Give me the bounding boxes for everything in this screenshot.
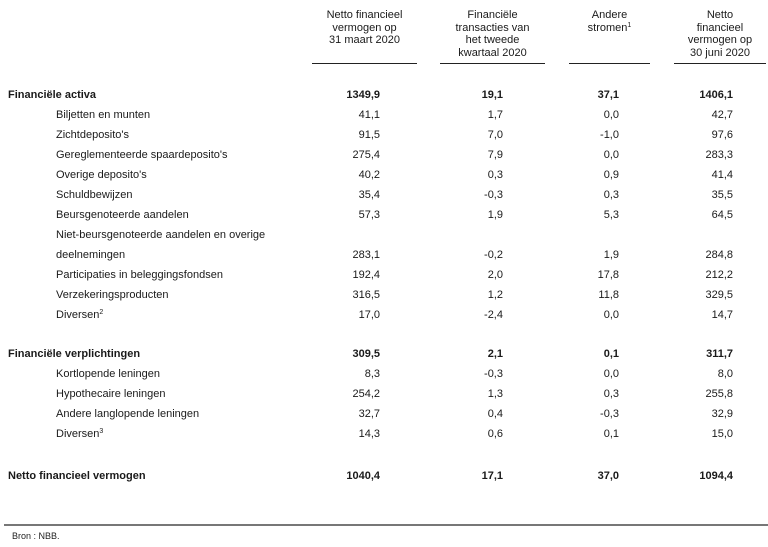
cell-value: 14,3 bbox=[358, 428, 380, 440]
cell-value: 19,1 bbox=[481, 89, 503, 101]
cell-value: 0,0 bbox=[603, 368, 619, 380]
header-line: 31 maart 2020 bbox=[329, 34, 400, 46]
cell-value: 17,0 bbox=[358, 309, 380, 321]
row-label bbox=[56, 368, 160, 380]
row-label bbox=[56, 229, 265, 241]
cell-value: 32,7 bbox=[358, 408, 380, 420]
row-label bbox=[56, 189, 132, 201]
cell-value: 8,3 bbox=[364, 368, 380, 380]
cell-value: 1349,9 bbox=[346, 89, 380, 101]
cell-value: 35,4 bbox=[358, 189, 380, 201]
column-header-net-assets-march bbox=[312, 9, 417, 47]
cell-value: 5,3 bbox=[603, 209, 619, 221]
header-line: Netto bbox=[706, 9, 734, 21]
cell-value: 41,1 bbox=[358, 109, 380, 121]
cell-value: 254,2 bbox=[352, 388, 380, 400]
cell-value: 0,1 bbox=[603, 348, 619, 360]
table-section-row bbox=[0, 89, 768, 109]
cell-value: 1,9 bbox=[603, 249, 619, 261]
cell-value: 42,7 bbox=[711, 109, 733, 121]
cell-value: 15,0 bbox=[711, 428, 733, 440]
cell-value: 1,7 bbox=[487, 109, 503, 121]
footnote-marker: 3 bbox=[99, 428, 104, 435]
cell-value: 275,4 bbox=[352, 149, 380, 161]
row-label bbox=[8, 89, 96, 101]
cell-value: 37,1 bbox=[597, 89, 619, 101]
row-label bbox=[56, 289, 169, 301]
cell-value: 0,4 bbox=[487, 408, 503, 420]
cell-value: 2,0 bbox=[487, 269, 503, 281]
source-note: Bron : NBB. bbox=[12, 531, 60, 541]
cell-value: 35,5 bbox=[711, 189, 733, 201]
row-label-text: Kortlopende leningen bbox=[56, 368, 160, 380]
row-label-text: Diversen bbox=[56, 428, 100, 440]
row-label-text: Financiële activa bbox=[8, 89, 97, 101]
header-line: vermogen op bbox=[332, 21, 397, 34]
cell-value: 37,0 bbox=[597, 470, 619, 482]
cell-value: 1040,4 bbox=[346, 470, 380, 482]
cell-value: 97,6 bbox=[711, 129, 733, 141]
header-line bbox=[569, 22, 650, 35]
row-label bbox=[56, 269, 223, 281]
footnote-marker: 1 bbox=[627, 21, 632, 29]
table-row bbox=[0, 109, 768, 129]
row-label-text: Overige deposito's bbox=[56, 169, 147, 181]
cell-value: 40,2 bbox=[358, 169, 380, 181]
row-label-text: Schuldbewijzen bbox=[56, 189, 133, 201]
cell-value: 0,9 bbox=[603, 169, 619, 181]
row-label-text: deelnemingen bbox=[56, 249, 126, 261]
cell-value: -2,4 bbox=[484, 309, 503, 321]
header-line: Netto financieel bbox=[326, 9, 403, 21]
column-header-net-assets-june bbox=[674, 9, 766, 59]
cell-value: -0,3 bbox=[600, 408, 619, 420]
column-header-other-flows bbox=[569, 9, 650, 34]
table-row bbox=[0, 189, 768, 209]
cell-value: 0,0 bbox=[603, 149, 619, 161]
cell-value: 329,5 bbox=[705, 289, 733, 301]
cell-value: 2,1 bbox=[487, 348, 503, 360]
bottom-divider bbox=[4, 524, 768, 526]
header-underline bbox=[674, 63, 766, 64]
cell-value: 1094,4 bbox=[699, 470, 733, 482]
row-label bbox=[56, 149, 227, 161]
row-label bbox=[8, 470, 146, 482]
cell-value: -1,0 bbox=[600, 129, 619, 141]
cell-value: 0,0 bbox=[603, 309, 619, 321]
cell-value: 316,5 bbox=[352, 289, 380, 301]
table-row bbox=[0, 169, 768, 189]
cell-value: 17,1 bbox=[481, 470, 503, 482]
cell-value: 17,8 bbox=[597, 269, 619, 281]
row-label bbox=[56, 388, 165, 400]
row-label bbox=[56, 129, 129, 141]
cell-value: 0,3 bbox=[603, 189, 619, 201]
row-label bbox=[56, 309, 103, 321]
row-label-text: Beursgenoteerde aandelen bbox=[56, 209, 189, 221]
row-label-text: Diversen bbox=[56, 309, 100, 321]
header-underline bbox=[440, 63, 545, 64]
cell-value: 57,3 bbox=[358, 209, 380, 221]
row-label-text: Biljetten en munten bbox=[56, 109, 151, 121]
table-section-row bbox=[0, 470, 768, 490]
cell-value: 32,9 bbox=[711, 408, 733, 420]
row-label-text: Participaties in beleggingsfondsen bbox=[56, 269, 223, 281]
table-row bbox=[0, 149, 768, 169]
cell-value: 1,3 bbox=[487, 388, 503, 400]
cell-value: 0,6 bbox=[487, 428, 503, 440]
header-line: kwartaal 2020 bbox=[458, 46, 527, 59]
table-row bbox=[0, 209, 768, 229]
cell-value: 283,3 bbox=[705, 149, 733, 161]
table-row bbox=[0, 428, 768, 448]
table-row bbox=[0, 129, 768, 149]
cell-value: 41,4 bbox=[711, 169, 733, 181]
cell-value: 7,9 bbox=[487, 149, 503, 161]
header-underline bbox=[312, 63, 417, 64]
header-line: Andere bbox=[591, 9, 628, 21]
header-underline bbox=[569, 63, 650, 64]
cell-value: 8,0 bbox=[717, 368, 733, 380]
row-label-text: Zichtdeposito's bbox=[56, 129, 130, 141]
row-label-text: Verzekeringsproducten bbox=[56, 289, 169, 301]
header-line: het tweede bbox=[465, 34, 520, 46]
cell-value: 255,8 bbox=[705, 388, 733, 400]
cell-value: 14,7 bbox=[711, 309, 733, 321]
table-row bbox=[0, 408, 768, 428]
cell-value: 1406,1 bbox=[699, 89, 733, 101]
cell-value: -0,2 bbox=[484, 249, 503, 261]
row-label-text: Hypothecaire leningen bbox=[56, 388, 166, 400]
row-label bbox=[56, 169, 147, 181]
cell-value: 1,9 bbox=[487, 209, 503, 221]
row-label-text: Netto financieel vermogen bbox=[8, 470, 146, 482]
header-line: Financiële bbox=[467, 9, 518, 21]
cell-value: 192,4 bbox=[352, 269, 380, 281]
table-row bbox=[0, 388, 768, 408]
footnote-marker: 2 bbox=[99, 309, 104, 316]
row-label bbox=[56, 249, 125, 261]
cell-value: 7,0 bbox=[487, 129, 503, 141]
table-row bbox=[0, 229, 768, 249]
cell-value: 212,2 bbox=[705, 269, 733, 281]
cell-value: 64,5 bbox=[711, 209, 733, 221]
table-row bbox=[0, 249, 768, 269]
row-label bbox=[56, 408, 199, 420]
cell-value: 283,1 bbox=[352, 249, 380, 261]
header-line: financieel bbox=[696, 21, 744, 34]
table-row bbox=[0, 269, 768, 289]
row-label bbox=[56, 109, 150, 121]
cell-value: 309,5 bbox=[352, 348, 380, 360]
row-label-text: Gereglementeerde spaardeposito's bbox=[56, 149, 228, 161]
cell-value: 11,8 bbox=[598, 289, 619, 301]
header-line: vermogen op bbox=[687, 34, 753, 46]
cell-value: 0,3 bbox=[603, 388, 619, 400]
cell-value: -0,3 bbox=[484, 189, 503, 201]
cell-value: 91,5 bbox=[358, 129, 380, 141]
row-label bbox=[56, 428, 103, 440]
cell-value: 0,0 bbox=[603, 109, 619, 121]
row-label-text: Niet-beursgenoteerde aandelen en overige bbox=[56, 229, 266, 241]
table-row bbox=[0, 309, 768, 329]
cell-value: 0,1 bbox=[603, 428, 619, 440]
header-line-text: stromen bbox=[587, 21, 628, 34]
column-header-transactions-q2 bbox=[440, 9, 545, 59]
row-label bbox=[8, 348, 140, 360]
row-label-text: Andere langlopende leningen bbox=[56, 408, 200, 420]
cell-value: 0,3 bbox=[487, 169, 503, 181]
row-label-text: Financiële verplichtingen bbox=[8, 348, 141, 360]
header-line: transacties van bbox=[455, 21, 530, 34]
table-row bbox=[0, 289, 768, 309]
cell-value: 284,8 bbox=[705, 249, 733, 261]
row-label bbox=[56, 209, 189, 221]
cell-value: 1,2 bbox=[487, 289, 503, 301]
cell-value: 311,7 bbox=[706, 348, 733, 360]
header-line: 30 juni 2020 bbox=[690, 46, 750, 59]
cell-value: -0,3 bbox=[484, 368, 503, 380]
table-section-row bbox=[0, 348, 768, 368]
table-row bbox=[0, 368, 768, 388]
